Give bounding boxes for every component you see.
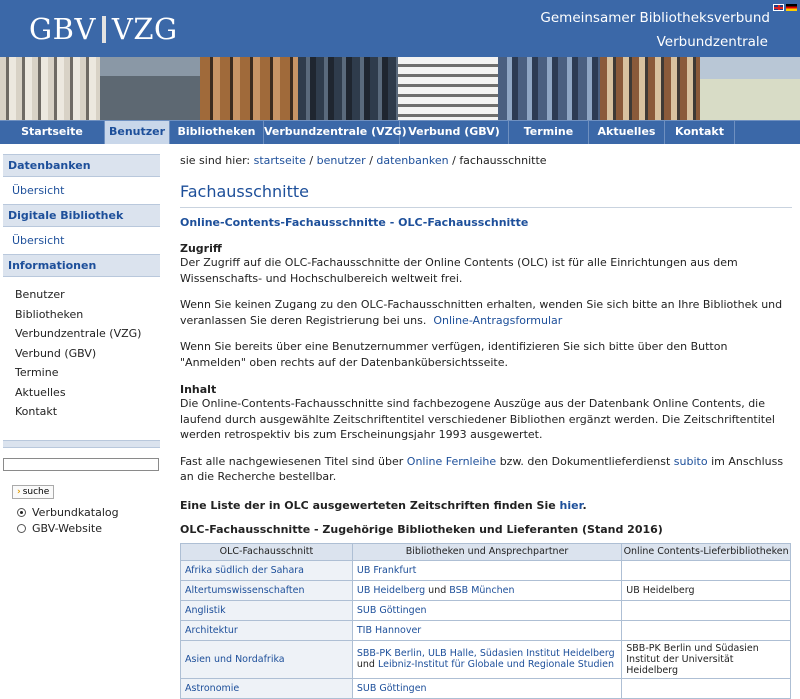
banner-photo: [0, 57, 100, 120]
fachausschnitte-table: [180, 543, 791, 699]
liste-end: .: [582, 498, 587, 512]
column-header-fachausschnitt: OLC-Fachausschnitt: [181, 543, 353, 560]
liefer-cell: SBB-PK Berlin und Südasien Institut der Universität Heidelberg: [622, 640, 791, 678]
banner-photo: [200, 57, 298, 120]
table-row: [181, 620, 791, 640]
radio-unselected-icon[interactable]: [17, 524, 26, 533]
sidebar-item-verbundzentrale[interactable]: Verbundzentrale (VZG): [15, 327, 142, 340]
zugriff-paragraph-2: [180, 297, 792, 328]
fach-link[interactable]: Anglistik: [185, 604, 226, 616]
sidebar-info-list: [3, 277, 160, 422]
liste-text: Eine Liste der in OLC ausgewerteten Zeitschriften finden Sie: [180, 498, 556, 512]
banner-photo: [398, 57, 498, 120]
fach-cell[interactable]: [181, 640, 353, 678]
left-sidebar: [3, 154, 160, 535]
sidebar-heading-informationen[interactable]: Informationen: [3, 254, 160, 277]
subito-link[interactable]: subito: [673, 454, 708, 468]
liefer-cell: [622, 678, 791, 698]
sidebar-item-kontakt[interactable]: Kontakt: [15, 405, 58, 418]
breadcrumb-separator: /: [452, 154, 456, 167]
page-subtitle: Online-Contents-Fachausschnitte - OLC-Fachausschnitte: [180, 216, 529, 229]
org-name-line2: Verbundzentrale: [656, 34, 768, 50]
liefer-cell: [622, 560, 791, 580]
bib-link[interactable]: SUB Göttingen: [356, 682, 427, 694]
sidebar-link-digitale-uebersicht[interactable]: Übersicht: [12, 234, 65, 247]
banner-photo: [498, 57, 600, 120]
bib-cell: [352, 678, 621, 698]
nav-bibliotheken[interactable]: Bibliotheken: [170, 121, 264, 144]
column-header-lieferbibliotheken: Online Contents-Lieferbibliotheken: [622, 543, 791, 560]
logo-left: GBV: [29, 12, 96, 46]
zugriff-paragraph-3: Wenn Sie bereits über eine Benutzernummer verfügen, identifizieren Sie sich bitte über den Button "Anmelden" oben rechts auf der Datenbankübersichtsseite.: [180, 340, 728, 369]
column-header-bibliotheken: Bibliotheken und Ansprechpartner: [352, 543, 621, 560]
sidebar-heading-datenbanken[interactable]: Datenbanken: [3, 154, 160, 177]
sidebar-item-aktuelles[interactable]: Aktuelles: [15, 385, 66, 399]
breadcrumb-separator: /: [309, 154, 314, 167]
fach-cell[interactable]: [181, 560, 353, 580]
inhalt-paragraph-1: Die Online-Contents-Fachausschnitte sind fachbezogene Auszüge aus der Datenbank Online Contents, die laufend durch ausgewählte Zeitschriftentitel verschiedener Bibliothen ergänzt werden. Die Zeitschriftentitel werden retrospektiv bis zum Erscheinungsjahr 1993 ausgewertet.: [180, 397, 775, 441]
english-flag-icon[interactable]: [773, 4, 784, 11]
inhalt-text: bzw. den Dokumentlieferdienst: [499, 454, 671, 468]
bib-cell: [352, 600, 621, 620]
banner-photo: [600, 57, 700, 120]
nav-benutzer[interactable]: Benutzer: [105, 121, 170, 144]
fach-link[interactable]: Astronomie: [185, 682, 240, 694]
nav-kontakt[interactable]: Kontakt: [665, 121, 735, 144]
bib-cell: [352, 640, 621, 678]
nav-verbund[interactable]: Verbund (GBV): [400, 121, 509, 144]
table-row: [181, 580, 791, 600]
table-header-row: [181, 543, 791, 560]
fach-link[interactable]: Afrika südlich der Sahara: [185, 564, 304, 576]
photo-banner: [0, 57, 800, 120]
bib-and: und: [428, 584, 447, 596]
banner-photo: [700, 57, 800, 120]
table-row: [181, 678, 791, 698]
bib-cell: [352, 560, 621, 580]
radio-gbv-website-label: GBV-Website: [32, 521, 102, 535]
breadcrumb-prefix: sie sind hier:: [180, 154, 251, 167]
banner-photo: [100, 57, 200, 120]
radio-selected-icon[interactable]: [17, 508, 26, 517]
sidebar-item-verbund[interactable]: Verbund (GBV): [15, 346, 97, 360]
breadcrumb-startseite[interactable]: startseite: [253, 154, 306, 167]
zeitschriften-liste-line: [180, 499, 792, 512]
main-content: [180, 154, 792, 699]
search-input[interactable]: [3, 458, 159, 471]
fach-cell[interactable]: [181, 678, 353, 698]
sidebar-separator: [3, 440, 160, 448]
nav-aktuelles[interactable]: Aktuelles: [589, 121, 665, 144]
liefer-cell: [622, 620, 791, 640]
sidebar-item-bibliotheken[interactable]: Bibliotheken: [15, 307, 84, 321]
breadcrumb: [180, 154, 792, 167]
radio-verbundkatalog-label: Verbundkatalog: [32, 505, 119, 519]
logo-right: VZG: [111, 12, 178, 46]
bib-link[interactable]: UB Heidelberg: [356, 584, 426, 596]
bib-and: und: [356, 659, 375, 670]
bib-link-2[interactable]: BSB München: [449, 584, 515, 596]
nav-verbundzentrale[interactable]: Verbundzentrale (VZG): [264, 121, 400, 144]
breadcrumb-datenbanken[interactable]: datenbanken: [376, 154, 449, 167]
breadcrumb-separator: /: [369, 154, 373, 167]
search-button-label: suche: [22, 486, 50, 497]
main-nav: [0, 120, 800, 144]
bib-cell: [352, 620, 621, 640]
fach-link[interactable]: Altertumswissenschaften: [185, 584, 305, 596]
inhalt-text: Fast alle nachgewiesenen Titel sind über: [180, 454, 404, 468]
breadcrumb-benutzer[interactable]: benutzer: [316, 154, 366, 167]
nav-termine[interactable]: Termine: [509, 121, 589, 144]
site-header: [0, 0, 800, 57]
german-flag-icon[interactable]: [786, 4, 797, 11]
antragsformular-link[interactable]: Online-Antragsformular: [433, 313, 563, 327]
zugriff-paragraph-1: Der Zugriff auf die OLC-Fachausschnitte der Online Contents (OLC) ist für alle Einrichtungen aus dem Wissenschafts- und Hochschulbereich weltweit frei.: [180, 256, 738, 285]
page-title: Fachausschnitte: [180, 182, 792, 208]
liefer-cell: [622, 600, 791, 620]
logo-divider: [102, 16, 106, 43]
inhalt-paragraph-2: [180, 454, 792, 485]
zugriff-paragraph-2-text: Wenn Sie keinen Zugang zu den OLC-Fachausschnitten erhalten, wenden Sie sich bitte an Ihre Bibliothek und veranlassen Sie deren Registrierung bei uns.: [180, 298, 783, 327]
fach-cell[interactable]: [181, 620, 353, 640]
sidebar-item-benutzer[interactable]: Benutzer: [15, 288, 65, 301]
liefer-cell: UB Heidelberg: [622, 580, 791, 600]
liste-hier-link[interactable]: hier: [559, 498, 583, 512]
table-row: [181, 600, 791, 620]
sidebar-link-datenbanken-uebersicht[interactable]: Übersicht: [12, 184, 65, 197]
table-row: [181, 640, 791, 678]
bib-link[interactable]: SUB Göttingen: [356, 604, 427, 616]
section-heading-zugriff: Zugriff: [180, 242, 222, 255]
banner-photo: [298, 57, 398, 120]
bib-link-2[interactable]: Leibniz-Institut für Globale und Regionale Studien: [377, 659, 615, 670]
fach-cell[interactable]: [181, 600, 353, 620]
sidebar-item-termine[interactable]: Termine: [15, 366, 59, 379]
fach-cell[interactable]: [181, 580, 353, 600]
fach-link[interactable]: Architektur: [185, 624, 238, 636]
bib-link[interactable]: SBB-PK Berlin, ULB Halle, Südasien Institut Heidelberg: [356, 648, 615, 659]
arrow-right-icon: ›: [17, 486, 21, 497]
nav-startseite[interactable]: Startseite: [0, 121, 105, 144]
bib-link[interactable]: UB Frankfurt: [356, 564, 417, 576]
search-button[interactable]: [12, 485, 54, 499]
table-row: [181, 560, 791, 580]
sidebar-heading-digitale-bibliothek[interactable]: Digitale Bibliothek: [3, 204, 160, 227]
bib-cell: [352, 580, 621, 600]
section-heading-inhalt: Inhalt: [180, 383, 217, 396]
bib-link[interactable]: TIB Hannover: [356, 624, 422, 636]
fernleihe-link[interactable]: Online Fernleihe: [406, 454, 497, 468]
org-name-line1: Gemeinsamer Bibliotheksverbund: [540, 10, 770, 26]
radio-gbv-website[interactable]: [17, 522, 160, 535]
table-title: OLC-Fachausschnitte - Zugehörige Bibliotheken und Lieferanten (Stand 2016): [180, 522, 663, 536]
radio-verbundkatalog[interactable]: [17, 506, 160, 519]
gbv-vzg-logo[interactable]: [29, 12, 178, 46]
fach-link[interactable]: Asien und Nordafrika: [185, 653, 285, 665]
inhalt-text: im Anschluss an die Recherche bestellbar.: [180, 454, 784, 483]
breadcrumb-current: fachausschnitte: [459, 154, 547, 167]
